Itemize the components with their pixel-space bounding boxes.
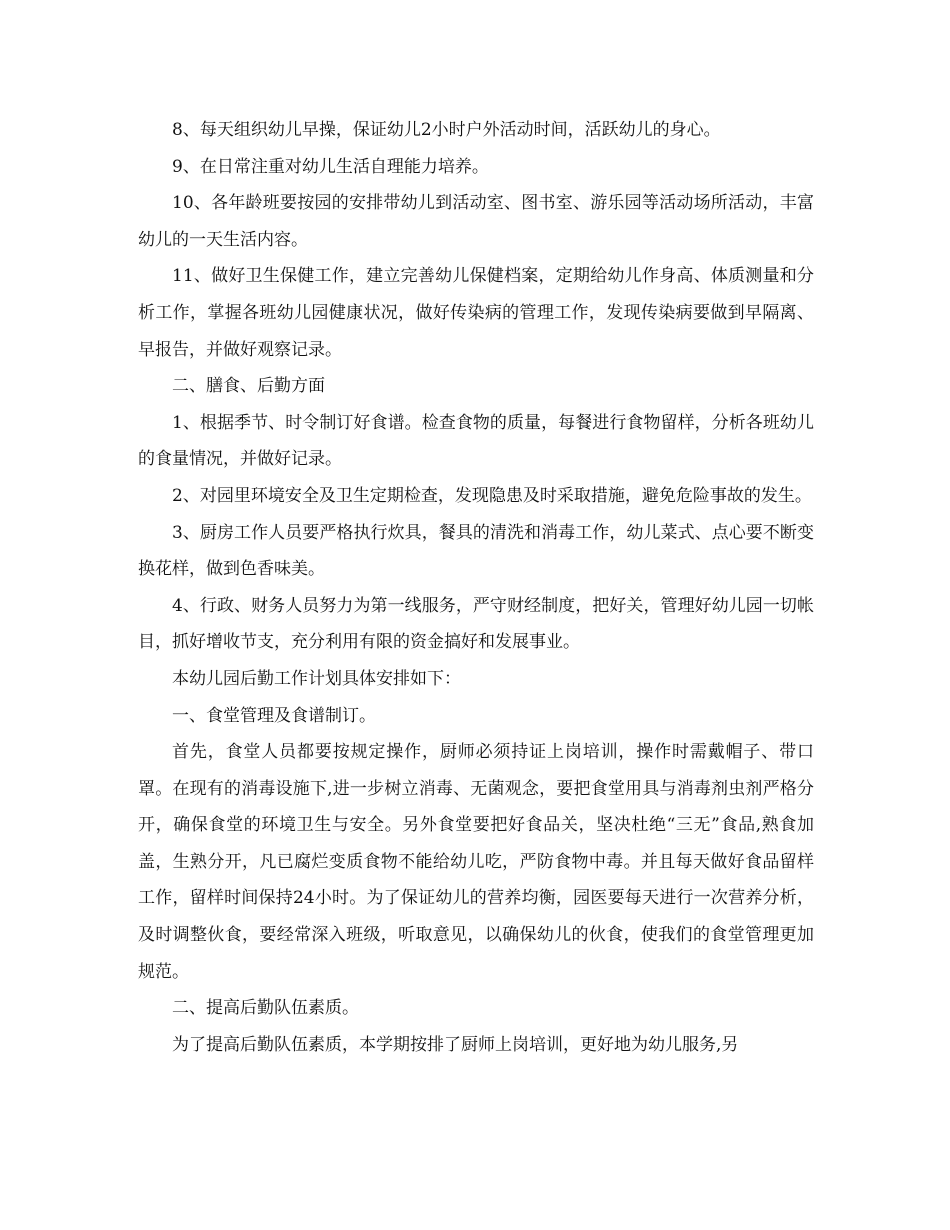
staff-quality-paragraph: 为了提高后勤队伍素质，本学期按排了厨师上岗培训，更好地为幼儿服务,另 [172,1034,739,1055]
paragraph-item-3: 3、厨房工作人员要严格执行炊具，餐具的清洗和消毒工作，幼儿菜式、点心要不断变换花样，做到色香味美。 [138,522,814,580]
section-heading-canteen: 一、食堂管理及食谱制订。 [172,705,376,726]
paragraph-item-4: 4、行政、财务人员努力为第一线服务，严守财经制度，把好关，管理好幼儿园一切帐目，抓好增收节支，充分利用有限的资金搞好和发展事业。 [138,595,814,653]
canteen-paragraph: 首先，食堂人员都要按规定操作，厨师必须持证上岗培训，操作时需戴帽子、带口罩。在现有的消毒设施下,进一步树立消毒、无菌观念，要把食堂用具与消毒剂虫剂严格分开，确保食堂的环境卫生与安全。另外食堂要把好食品关，坚决杜绝“三无”食品,熟食加盖，生熟分开，凡已腐烂变质食物不能给幼儿吃，严防食物中毒。并且每天做好食品留样工作，留样时间保持24小时。为了保证幼儿的营养均衡，园医要每天进行一次营养分析，及时调整伙食，要经常深入班级，听取意见，以确保幼儿的伙食，使我们的食堂管理更加规范。 [138,742,814,982]
paragraph-item-2: 2、对园里环境安全及卫生定期检查，发现隐患及时采取措施，避免危险事故的发生。 [172,485,812,506]
document-body [138,112,814,1063]
paragraph-item-8: 8、每天组织幼儿早操，保证幼儿2小时户外活动时间，活跃幼儿的身心。 [172,120,721,140]
section-heading-staff-quality: 二、提高后勤队伍素质。 [172,998,359,1019]
paragraph-item-11: 11、做好卫生保健工作，建立完善幼儿保健档案，定期给幼儿作身高、体质测量和分析工作，掌握各班幼儿园健康状况，做好传染病的管理工作，发现传染病要做到早隔离、早报告，并做好观察记录。 [138,266,814,360]
paragraph-item-10: 10、各年龄班要按园的安排带幼儿到活动室、图书室、游乐园等活动场所活动，丰富幼儿的一天生活内容。 [138,193,814,250]
paragraph-item-1: 1、根据季节、时令制订好食谱。检查食物的质量，每餐进行食物留样，分析各班幼儿的食量情况，并做好记录。 [138,412,814,470]
plan-intro: 本幼儿园后勤工作计划具体安排如下： [172,668,461,689]
section-heading-catering: 二、膳食、后勤方面 [172,376,325,397]
paragraph-item-9: 9、在日常注重对幼儿生活自理能力培养。 [172,156,489,177]
